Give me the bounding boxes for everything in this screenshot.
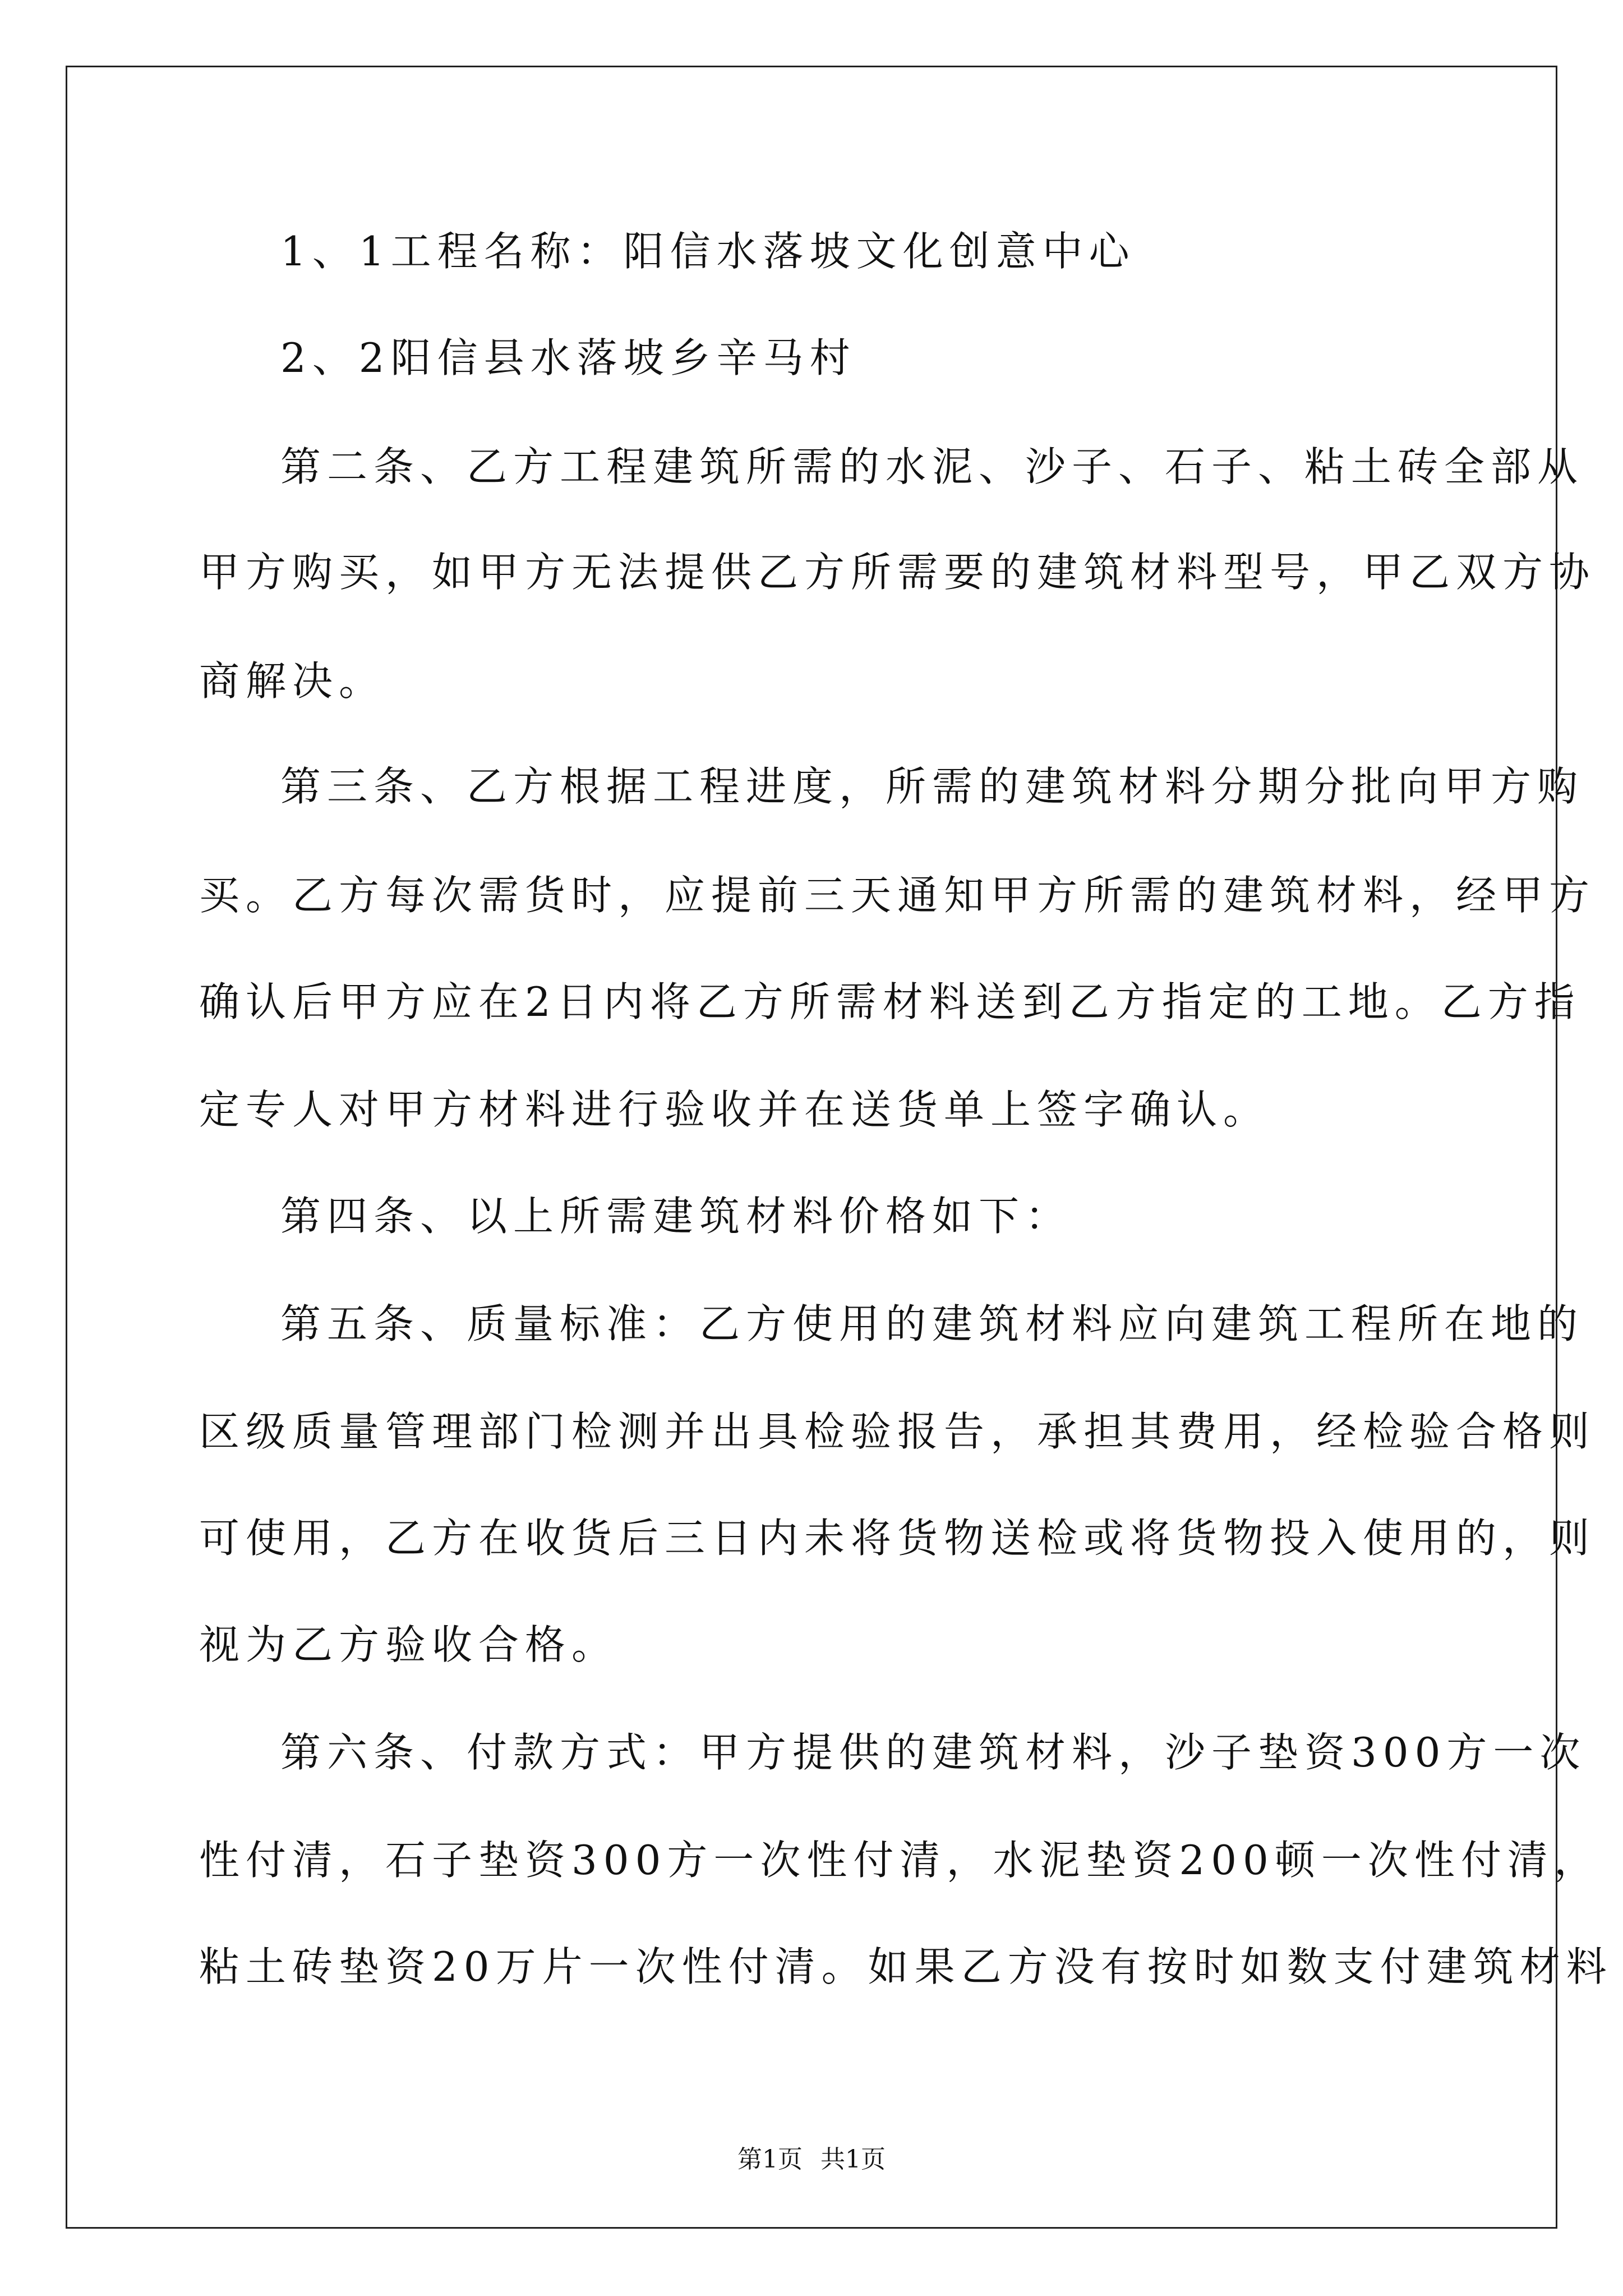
text-line-2: 2、2阳信县水落坡乡辛马村 [280, 334, 856, 381]
text-line-17: 粘土砖垫资20万片一次性付清。如果乙方没有按时如数支付建筑材料 [199, 1943, 1613, 1990]
text-line-13: 可使用，乙方在收货后三日内未将货物送检或将货物投入使用的，则 [199, 1515, 1596, 1562]
text-line-8: 确认后甲方应在2日内将乙方所需材料送到乙方指定的工地。乙方指 [199, 978, 1581, 1025]
page-footer [0, 2143, 1623, 2177]
text-line-5: 商解决。 [199, 657, 386, 705]
text-line-12: 区级质量管理部门检测并出具检验报告，承担其费用，经检验合格则 [199, 1408, 1596, 1455]
text-line-7: 买。乙方每次需货时，应提前三天通知甲方所需的建筑材料，经甲方 [199, 872, 1596, 919]
text-line-15: 第六条、付款方式：甲方提供的建筑材料，沙子垫资300方一次 [280, 1729, 1587, 1776]
page-border [66, 66, 1557, 2229]
text-line-3: 第二条、乙方工程建筑所需的水泥、沙子、石子、粘土砖全部从 [280, 443, 1584, 490]
text-line-10: 第四条、以上所需建筑材料价格如下： [280, 1193, 1072, 1240]
text-line-11: 第五条、质量标准：乙方使用的建筑材料应向建筑工程所在地的 [280, 1300, 1584, 1347]
text-line-4: 甲方购买，如甲方无法提供乙方所需要的建筑材料型号，甲乙双方协 [199, 549, 1596, 596]
page-number-total: 共1页 [820, 2145, 886, 2174]
page-number-current: 第1页 [737, 2145, 803, 2174]
text-line-6: 第三条、乙方根据工程进度，所需的建筑材料分期分批向甲方购 [280, 763, 1584, 810]
text-line-14: 视为乙方验收合格。 [199, 1621, 619, 1668]
text-line-16: 性付清，石子垫资300方一次性付清，水泥垫资200顿一次性付清， [199, 1837, 1601, 1884]
text-line-9: 定专人对甲方材料进行验收并在送货单上签字确认。 [199, 1086, 1270, 1133]
text-line-1: 1、1工程名称：阳信水落坡文化创意中心 [280, 228, 1136, 275]
